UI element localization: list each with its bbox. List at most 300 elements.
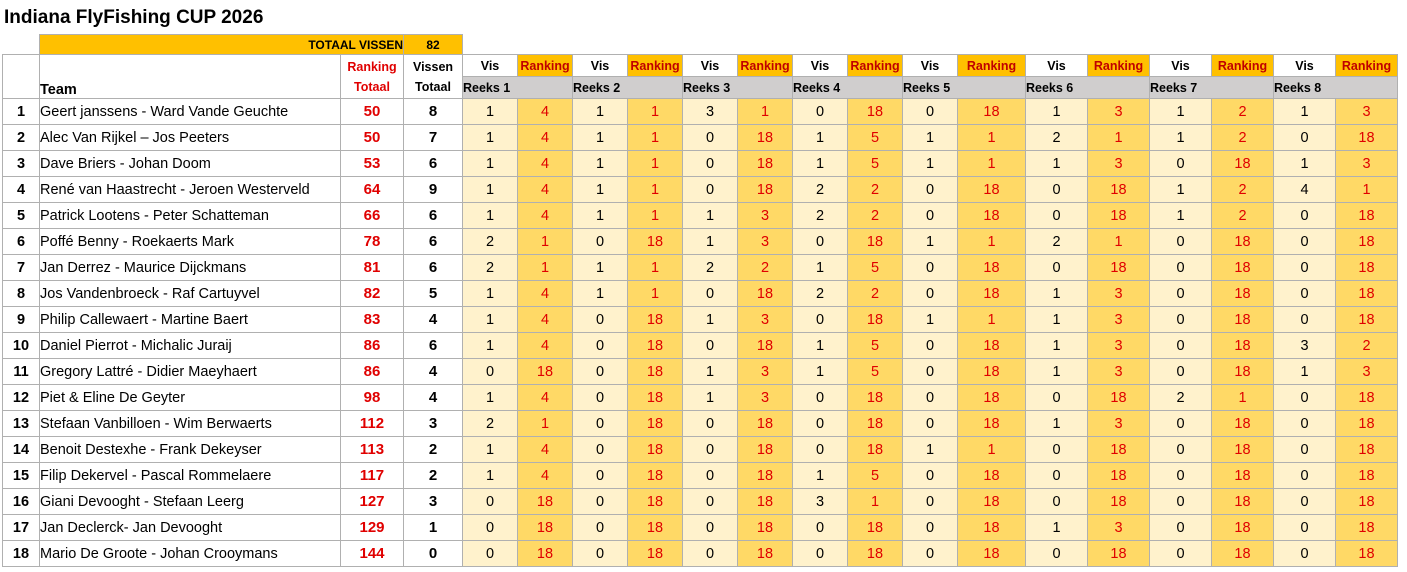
reeks-6-ranking: 18 — [1088, 203, 1150, 229]
reeks-6-ranking: 3 — [1088, 99, 1150, 125]
header-vissen-totaal — [404, 55, 463, 99]
reeks-3-vis: 0 — [683, 541, 738, 567]
row-number: 5 — [3, 203, 40, 229]
blank-cell — [463, 35, 1398, 55]
reeks-6-vis: 1 — [1026, 307, 1088, 333]
reeks-8-vis: 0 — [1274, 385, 1336, 411]
reeks-7-ranking: 18 — [1212, 541, 1274, 567]
vissen-totaal: 3 — [404, 489, 463, 515]
reeks-4-vis: 1 — [793, 151, 848, 177]
reeks-2-ranking: 18 — [628, 333, 683, 359]
reeks-4-vis: 2 — [793, 281, 848, 307]
reeks-1-vis: 1 — [463, 385, 518, 411]
row-number: 7 — [3, 255, 40, 281]
totaal-vissen-value: 82 — [404, 35, 463, 55]
vissen-totaal: 6 — [404, 151, 463, 177]
reeks-5-ranking: 18 — [958, 203, 1026, 229]
reeks-1-ranking: 1 — [518, 411, 573, 437]
reeks-5-vis: 0 — [903, 489, 958, 515]
reeks-5-ranking: 18 — [958, 515, 1026, 541]
reeks-7-ranking: 18 — [1212, 411, 1274, 437]
reeks-2-vis: 1 — [573, 99, 628, 125]
reeks-7-ranking: 18 — [1212, 255, 1274, 281]
reeks-1-vis: 1 — [463, 125, 518, 151]
reeks-1-vis: 1 — [463, 463, 518, 489]
reeks-1-vis: 1 — [463, 333, 518, 359]
reeks-6-ranking: 3 — [1088, 333, 1150, 359]
vissen-totaal: 6 — [404, 333, 463, 359]
reeks-8-vis: 0 — [1274, 307, 1336, 333]
header-vis-3: Vis — [683, 55, 738, 77]
reeks-7-ranking: 18 — [1212, 359, 1274, 385]
reeks-8-vis: 0 — [1274, 281, 1336, 307]
ranking-totaal: 83 — [341, 307, 404, 333]
table-row — [3, 307, 1398, 333]
reeks-7-vis: 2 — [1150, 385, 1212, 411]
reeks-7-vis: 0 — [1150, 151, 1212, 177]
team-name: Mario De Groote - Johan Crooymans — [40, 541, 341, 567]
vissen-totaal: 0 — [404, 541, 463, 567]
reeks-7-vis: 0 — [1150, 307, 1212, 333]
table-row — [3, 437, 1398, 463]
reeks-8-vis: 1 — [1274, 99, 1336, 125]
reeks-6-ranking: 3 — [1088, 515, 1150, 541]
reeks-3-ranking: 18 — [738, 151, 793, 177]
table-row — [3, 177, 1398, 203]
header-vissen-totaal-line2: Totaal — [415, 79, 451, 94]
reeks-1-ranking: 4 — [518, 177, 573, 203]
reeks-1-ranking: 18 — [518, 541, 573, 567]
team-name: Filip Dekervel - Pascal Rommelaere — [40, 463, 341, 489]
reeks-2-ranking: 18 — [628, 229, 683, 255]
totaal-vissen-label: TOTAAL VISSEN — [40, 35, 404, 55]
reeks-7-vis: 1 — [1150, 125, 1212, 151]
reeks-8-ranking: 18 — [1336, 281, 1398, 307]
reeks-5-vis: 0 — [903, 203, 958, 229]
team-name: Geert janssens - Ward Vande Geuchte — [40, 99, 341, 125]
ranking-totaal: 129 — [341, 515, 404, 541]
reeks-2-ranking: 18 — [628, 489, 683, 515]
reeks-6-ranking: 1 — [1088, 125, 1150, 151]
reeks-2-ranking: 1 — [628, 99, 683, 125]
reeks-7-ranking: 18 — [1212, 515, 1274, 541]
header-vis-8: Vis — [1274, 55, 1336, 77]
reeks-2-ranking: 18 — [628, 437, 683, 463]
reeks-3-ranking: 18 — [738, 411, 793, 437]
reeks-5-vis: 1 — [903, 151, 958, 177]
reeks-5-vis: 1 — [903, 229, 958, 255]
row-number: 4 — [3, 177, 40, 203]
reeks-6-vis: 0 — [1026, 463, 1088, 489]
reeks-5-vis: 1 — [903, 125, 958, 151]
header-ranking-1: Ranking — [518, 55, 573, 77]
reeks-3-ranking: 3 — [738, 359, 793, 385]
reeks-4-vis: 0 — [793, 515, 848, 541]
table-row — [3, 489, 1398, 515]
reeks-2-ranking: 18 — [628, 411, 683, 437]
row-number: 11 — [3, 359, 40, 385]
row-number: 15 — [3, 463, 40, 489]
reeks-5-ranking: 18 — [958, 281, 1026, 307]
reeks-6-vis: 0 — [1026, 437, 1088, 463]
reeks-5-vis: 0 — [903, 177, 958, 203]
header-ranking-5: Ranking — [958, 55, 1026, 77]
blank-cell — [3, 35, 40, 55]
header-ranking-7: Ranking — [1212, 55, 1274, 77]
reeks-3-vis: 0 — [683, 437, 738, 463]
reeks-5-vis: 0 — [903, 515, 958, 541]
reeks-8-vis: 0 — [1274, 515, 1336, 541]
ranking-totaal: 127 — [341, 489, 404, 515]
reeks-2-vis: 0 — [573, 437, 628, 463]
reeks-2-ranking: 1 — [628, 203, 683, 229]
team-name: Jos Vandenbroeck - Raf Cartuyvel — [40, 281, 341, 307]
reeks-1-vis: 0 — [463, 359, 518, 385]
team-name: Giani Devooght - Stefaan Leerg — [40, 489, 341, 515]
header-row-1 — [3, 55, 1398, 77]
header-ranking-2: Ranking — [628, 55, 683, 77]
reeks-4-ranking: 18 — [848, 541, 903, 567]
reeks-5-ranking: 18 — [958, 255, 1026, 281]
reeks-1-vis: 0 — [463, 515, 518, 541]
header-reeks-4: Reeks 4 — [793, 77, 903, 99]
reeks-6-vis: 0 — [1026, 255, 1088, 281]
reeks-7-vis: 1 — [1150, 177, 1212, 203]
reeks-5-ranking: 18 — [958, 333, 1026, 359]
reeks-4-vis: 2 — [793, 177, 848, 203]
vissen-totaal: 4 — [404, 385, 463, 411]
reeks-8-ranking: 3 — [1336, 99, 1398, 125]
reeks-1-ranking: 4 — [518, 151, 573, 177]
reeks-7-ranking: 18 — [1212, 333, 1274, 359]
ranking-totaal: 112 — [341, 411, 404, 437]
header-vis-7: Vis — [1150, 55, 1212, 77]
reeks-1-ranking: 18 — [518, 515, 573, 541]
reeks-7-ranking: 18 — [1212, 229, 1274, 255]
ranking-totaal: 64 — [341, 177, 404, 203]
reeks-4-vis: 1 — [793, 125, 848, 151]
reeks-7-ranking: 18 — [1212, 463, 1274, 489]
reeks-4-vis: 0 — [793, 99, 848, 125]
header-reeks-5: Reeks 5 — [903, 77, 1026, 99]
reeks-3-ranking: 18 — [738, 489, 793, 515]
row-number: 17 — [3, 515, 40, 541]
reeks-4-ranking: 5 — [848, 151, 903, 177]
reeks-3-vis: 0 — [683, 515, 738, 541]
table-row — [3, 411, 1398, 437]
reeks-7-vis: 1 — [1150, 203, 1212, 229]
reeks-2-vis: 0 — [573, 333, 628, 359]
reeks-6-vis: 0 — [1026, 177, 1088, 203]
reeks-7-ranking: 18 — [1212, 151, 1274, 177]
reeks-6-vis: 0 — [1026, 489, 1088, 515]
reeks-3-ranking: 18 — [738, 333, 793, 359]
page-title: Indiana FlyFishing CUP 2026 — [4, 7, 264, 28]
reeks-5-vis: 0 — [903, 281, 958, 307]
reeks-3-ranking: 3 — [738, 385, 793, 411]
reeks-3-ranking: 2 — [738, 255, 793, 281]
reeks-8-ranking: 2 — [1336, 333, 1398, 359]
reeks-3-vis: 1 — [683, 229, 738, 255]
reeks-8-ranking: 18 — [1336, 437, 1398, 463]
reeks-3-vis: 0 — [683, 177, 738, 203]
reeks-1-vis: 1 — [463, 99, 518, 125]
team-name: Gregory Lattré - Didier Maeyhaert — [40, 359, 341, 385]
reeks-4-ranking: 18 — [848, 99, 903, 125]
reeks-3-vis: 0 — [683, 333, 738, 359]
reeks-7-vis: 0 — [1150, 229, 1212, 255]
reeks-5-ranking: 1 — [958, 437, 1026, 463]
reeks-3-ranking: 3 — [738, 307, 793, 333]
reeks-5-vis: 0 — [903, 333, 958, 359]
reeks-1-ranking: 18 — [518, 489, 573, 515]
reeks-8-vis: 0 — [1274, 203, 1336, 229]
row-number: 10 — [3, 333, 40, 359]
team-name: Alec Van Rijkel – Jos Peeters — [40, 125, 341, 151]
reeks-1-ranking: 4 — [518, 99, 573, 125]
reeks-3-ranking: 18 — [738, 515, 793, 541]
reeks-1-vis: 1 — [463, 151, 518, 177]
reeks-8-vis: 0 — [1274, 255, 1336, 281]
row-number: 13 — [3, 411, 40, 437]
reeks-1-ranking: 1 — [518, 255, 573, 281]
row-number: 8 — [3, 281, 40, 307]
reeks-2-ranking: 18 — [628, 307, 683, 333]
reeks-5-vis: 0 — [903, 385, 958, 411]
reeks-4-ranking: 5 — [848, 359, 903, 385]
reeks-2-vis: 0 — [573, 411, 628, 437]
reeks-5-vis: 0 — [903, 411, 958, 437]
reeks-5-ranking: 1 — [958, 151, 1026, 177]
reeks-3-ranking: 1 — [738, 99, 793, 125]
reeks-2-ranking: 1 — [628, 281, 683, 307]
reeks-8-vis: 3 — [1274, 333, 1336, 359]
reeks-2-vis: 0 — [573, 385, 628, 411]
reeks-5-vis: 0 — [903, 359, 958, 385]
header-vis-1: Vis — [463, 55, 518, 77]
header-ranking-totaal-line1: Ranking — [347, 59, 397, 74]
reeks-2-vis: 1 — [573, 151, 628, 177]
reeks-1-vis: 2 — [463, 229, 518, 255]
reeks-4-vis: 1 — [793, 463, 848, 489]
reeks-8-vis: 0 — [1274, 229, 1336, 255]
row-number: 18 — [3, 541, 40, 567]
reeks-8-vis: 4 — [1274, 177, 1336, 203]
vissen-totaal: 4 — [404, 359, 463, 385]
reeks-3-ranking: 18 — [738, 541, 793, 567]
reeks-8-vis: 1 — [1274, 151, 1336, 177]
reeks-1-vis: 1 — [463, 203, 518, 229]
vissen-totaal: 7 — [404, 125, 463, 151]
reeks-1-vis: 1 — [463, 281, 518, 307]
reeks-6-vis: 1 — [1026, 515, 1088, 541]
row-number: 12 — [3, 385, 40, 411]
reeks-3-ranking: 18 — [738, 463, 793, 489]
reeks-7-vis: 0 — [1150, 255, 1212, 281]
reeks-6-ranking: 3 — [1088, 281, 1150, 307]
reeks-5-ranking: 18 — [958, 411, 1026, 437]
reeks-6-vis: 1 — [1026, 99, 1088, 125]
header-vis-5: Vis — [903, 55, 958, 77]
header-vis-4: Vis — [793, 55, 848, 77]
reeks-3-ranking: 18 — [738, 125, 793, 151]
ranking-totaal: 53 — [341, 151, 404, 177]
team-name: Jan Derrez - Maurice Dijckmans — [40, 255, 341, 281]
table-row — [3, 281, 1398, 307]
reeks-5-ranking: 18 — [958, 463, 1026, 489]
reeks-6-ranking: 18 — [1088, 177, 1150, 203]
header-reeks-8: Reeks 8 — [1274, 77, 1398, 99]
team-name: Jan Declerck- Jan Devooght — [40, 515, 341, 541]
reeks-4-ranking: 18 — [848, 229, 903, 255]
row-number: 1 — [3, 99, 40, 125]
reeks-5-vis: 0 — [903, 99, 958, 125]
reeks-4-vis: 3 — [793, 489, 848, 515]
vissen-totaal: 6 — [404, 255, 463, 281]
reeks-3-vis: 1 — [683, 307, 738, 333]
reeks-2-vis: 1 — [573, 281, 628, 307]
reeks-3-vis: 0 — [683, 489, 738, 515]
header-reeks-7: Reeks 7 — [1150, 77, 1274, 99]
reeks-1-vis: 1 — [463, 307, 518, 333]
vissen-totaal: 5 — [404, 281, 463, 307]
reeks-4-ranking: 1 — [848, 489, 903, 515]
table-row — [3, 151, 1398, 177]
reeks-3-vis: 0 — [683, 125, 738, 151]
reeks-2-vis: 0 — [573, 307, 628, 333]
reeks-8-ranking: 18 — [1336, 489, 1398, 515]
reeks-2-vis: 1 — [573, 255, 628, 281]
reeks-2-ranking: 18 — [628, 541, 683, 567]
ranking-totaal: 81 — [341, 255, 404, 281]
ranking-totaal: 50 — [341, 99, 404, 125]
reeks-8-ranking: 18 — [1336, 541, 1398, 567]
reeks-8-ranking: 3 — [1336, 359, 1398, 385]
vissen-totaal: 3 — [404, 411, 463, 437]
vissen-totaal: 8 — [404, 99, 463, 125]
reeks-4-ranking: 18 — [848, 385, 903, 411]
reeks-7-vis: 0 — [1150, 359, 1212, 385]
reeks-5-ranking: 1 — [958, 125, 1026, 151]
reeks-1-ranking: 4 — [518, 307, 573, 333]
reeks-6-vis: 1 — [1026, 281, 1088, 307]
vissen-totaal: 6 — [404, 229, 463, 255]
reeks-8-ranking: 18 — [1336, 125, 1398, 151]
reeks-5-ranking: 18 — [958, 177, 1026, 203]
team-name: Patrick Lootens - Peter Schatteman — [40, 203, 341, 229]
reeks-2-vis: 0 — [573, 489, 628, 515]
row-number: 14 — [3, 437, 40, 463]
reeks-6-vis: 1 — [1026, 359, 1088, 385]
reeks-6-vis: 1 — [1026, 333, 1088, 359]
reeks-3-vis: 1 — [683, 385, 738, 411]
reeks-4-vis: 1 — [793, 255, 848, 281]
reeks-2-vis: 1 — [573, 203, 628, 229]
reeks-2-vis: 0 — [573, 229, 628, 255]
reeks-2-vis: 0 — [573, 541, 628, 567]
header-nr-cell — [3, 55, 40, 99]
reeks-5-ranking: 1 — [958, 307, 1026, 333]
table-row — [3, 515, 1398, 541]
reeks-2-vis: 0 — [573, 515, 628, 541]
reeks-6-ranking: 3 — [1088, 151, 1150, 177]
reeks-7-vis: 0 — [1150, 489, 1212, 515]
reeks-5-ranking: 18 — [958, 489, 1026, 515]
reeks-1-vis: 2 — [463, 255, 518, 281]
reeks-6-ranking: 3 — [1088, 411, 1150, 437]
reeks-4-vis: 0 — [793, 541, 848, 567]
header-ranking-totaal — [341, 55, 404, 99]
reeks-1-ranking: 1 — [518, 229, 573, 255]
reeks-1-ranking: 18 — [518, 359, 573, 385]
reeks-6-ranking: 18 — [1088, 463, 1150, 489]
table-row — [3, 203, 1398, 229]
reeks-2-ranking: 1 — [628, 125, 683, 151]
reeks-4-ranking: 5 — [848, 125, 903, 151]
reeks-8-ranking: 18 — [1336, 385, 1398, 411]
reeks-6-vis: 2 — [1026, 229, 1088, 255]
reeks-6-ranking: 18 — [1088, 437, 1150, 463]
reeks-6-vis: 0 — [1026, 203, 1088, 229]
totaal-vissen-row — [3, 35, 1398, 55]
reeks-6-ranking: 18 — [1088, 489, 1150, 515]
header-team: Team — [40, 55, 341, 99]
reeks-5-ranking: 18 — [958, 359, 1026, 385]
reeks-3-vis: 3 — [683, 99, 738, 125]
reeks-7-vis: 0 — [1150, 541, 1212, 567]
table-row — [3, 99, 1398, 125]
team-name: Stefaan Vanbilloen - Wim Berwaerts — [40, 411, 341, 437]
row-number: 16 — [3, 489, 40, 515]
reeks-5-vis: 1 — [903, 437, 958, 463]
reeks-7-vis: 0 — [1150, 411, 1212, 437]
ranking-totaal: 86 — [341, 333, 404, 359]
ranking-totaal: 82 — [341, 281, 404, 307]
reeks-1-vis: 1 — [463, 177, 518, 203]
reeks-7-ranking: 2 — [1212, 99, 1274, 125]
vissen-totaal: 9 — [404, 177, 463, 203]
reeks-1-ranking: 4 — [518, 437, 573, 463]
reeks-4-ranking: 5 — [848, 255, 903, 281]
reeks-1-vis: 0 — [463, 489, 518, 515]
table-row — [3, 541, 1398, 567]
vissen-totaal: 2 — [404, 437, 463, 463]
reeks-7-ranking: 18 — [1212, 281, 1274, 307]
reeks-3-vis: 0 — [683, 463, 738, 489]
reeks-4-ranking: 2 — [848, 203, 903, 229]
header-ranking-4: Ranking — [848, 55, 903, 77]
header-ranking-totaal-line2: Totaal — [354, 79, 390, 94]
reeks-6-ranking: 3 — [1088, 359, 1150, 385]
reeks-4-vis: 0 — [793, 385, 848, 411]
reeks-7-vis: 0 — [1150, 333, 1212, 359]
reeks-8-ranking: 18 — [1336, 255, 1398, 281]
reeks-5-ranking: 18 — [958, 541, 1026, 567]
reeks-7-vis: 1 — [1150, 99, 1212, 125]
table-row — [3, 385, 1398, 411]
reeks-5-vis: 0 — [903, 463, 958, 489]
reeks-7-ranking: 2 — [1212, 203, 1274, 229]
reeks-1-vis: 0 — [463, 541, 518, 567]
table-row — [3, 125, 1398, 151]
header-reeks-1: Reeks 1 — [463, 77, 573, 99]
team-name: René van Haastrecht - Jeroen Westerveld — [40, 177, 341, 203]
reeks-2-ranking: 18 — [628, 385, 683, 411]
reeks-3-vis: 1 — [683, 203, 738, 229]
reeks-6-vis: 2 — [1026, 125, 1088, 151]
reeks-2-ranking: 18 — [628, 515, 683, 541]
reeks-3-ranking: 18 — [738, 437, 793, 463]
